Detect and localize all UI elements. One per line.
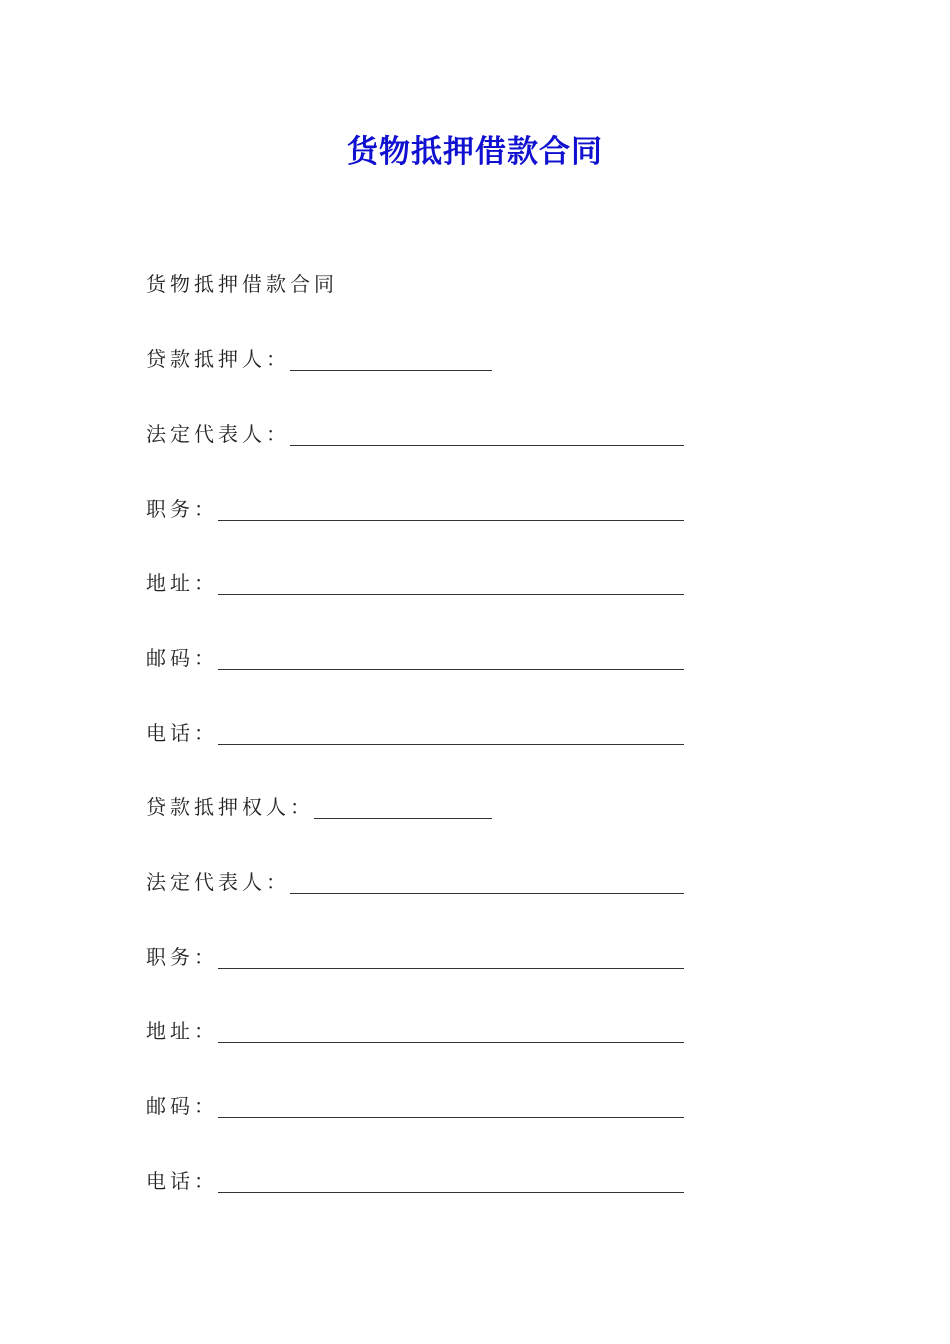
- mortgagee-position-field: [146, 941, 684, 973]
- mortgagee-party-label: 贷款抵押权人：: [146, 795, 314, 819]
- mortgagor-position-label: 职务：: [146, 497, 218, 521]
- document-title: 货物抵押借款合同: [347, 134, 603, 170]
- mortgagee-postcode-label: 邮码：: [146, 1094, 218, 1118]
- mortgagor-postcode-field: [146, 642, 684, 674]
- mortgagee-address-blank[interactable]: [218, 1041, 684, 1043]
- mortgagee-legal-rep-field: [146, 866, 684, 898]
- mortgagor-address-label: 地址：: [146, 571, 218, 595]
- mortgagee-legal-rep-label: 法定代表人：: [146, 870, 290, 894]
- mortgagor-postcode-label: 邮码：: [146, 646, 218, 670]
- mortgagor-position-field: [146, 493, 684, 525]
- mortgagor-address-blank[interactable]: [218, 593, 684, 595]
- mortgagee-legal-rep-blank[interactable]: [290, 892, 684, 894]
- mortgagee-postcode-field: [146, 1090, 684, 1122]
- document-subtitle: 货物抵押借款合同: [146, 272, 338, 296]
- mortgagor-phone-field: [146, 717, 684, 749]
- mortgagee-position-blank[interactable]: [218, 967, 684, 969]
- mortgagee-party-blank[interactable]: [314, 817, 492, 819]
- mortgagee-position-label: 职务：: [146, 945, 218, 969]
- mortgagee-phone-blank[interactable]: [218, 1191, 684, 1193]
- mortgagor-party-label: 贷款抵押人：: [146, 347, 290, 371]
- mortgagor-address-field: [146, 567, 684, 599]
- mortgagee-party-field: [146, 791, 492, 823]
- mortgagee-postcode-blank[interactable]: [218, 1116, 684, 1118]
- mortgagor-postcode-blank[interactable]: [218, 668, 684, 670]
- mortgagee-phone-field: [146, 1165, 684, 1197]
- mortgagor-legal-rep-blank[interactable]: [290, 444, 684, 446]
- mortgagee-address-field: [146, 1015, 684, 1047]
- mortgagor-phone-blank[interactable]: [218, 743, 684, 745]
- mortgagee-phone-label: 电话：: [146, 1169, 218, 1193]
- mortgagor-party-field: [146, 343, 492, 375]
- mortgagor-party-blank[interactable]: [290, 369, 492, 371]
- mortgagor-position-blank[interactable]: [218, 519, 684, 521]
- mortgagor-phone-label: 电话：: [146, 721, 218, 745]
- mortgagor-legal-rep-label: 法定代表人：: [146, 422, 290, 446]
- mortgagee-address-label: 地址：: [146, 1019, 218, 1043]
- mortgagor-legal-rep-field: [146, 418, 684, 450]
